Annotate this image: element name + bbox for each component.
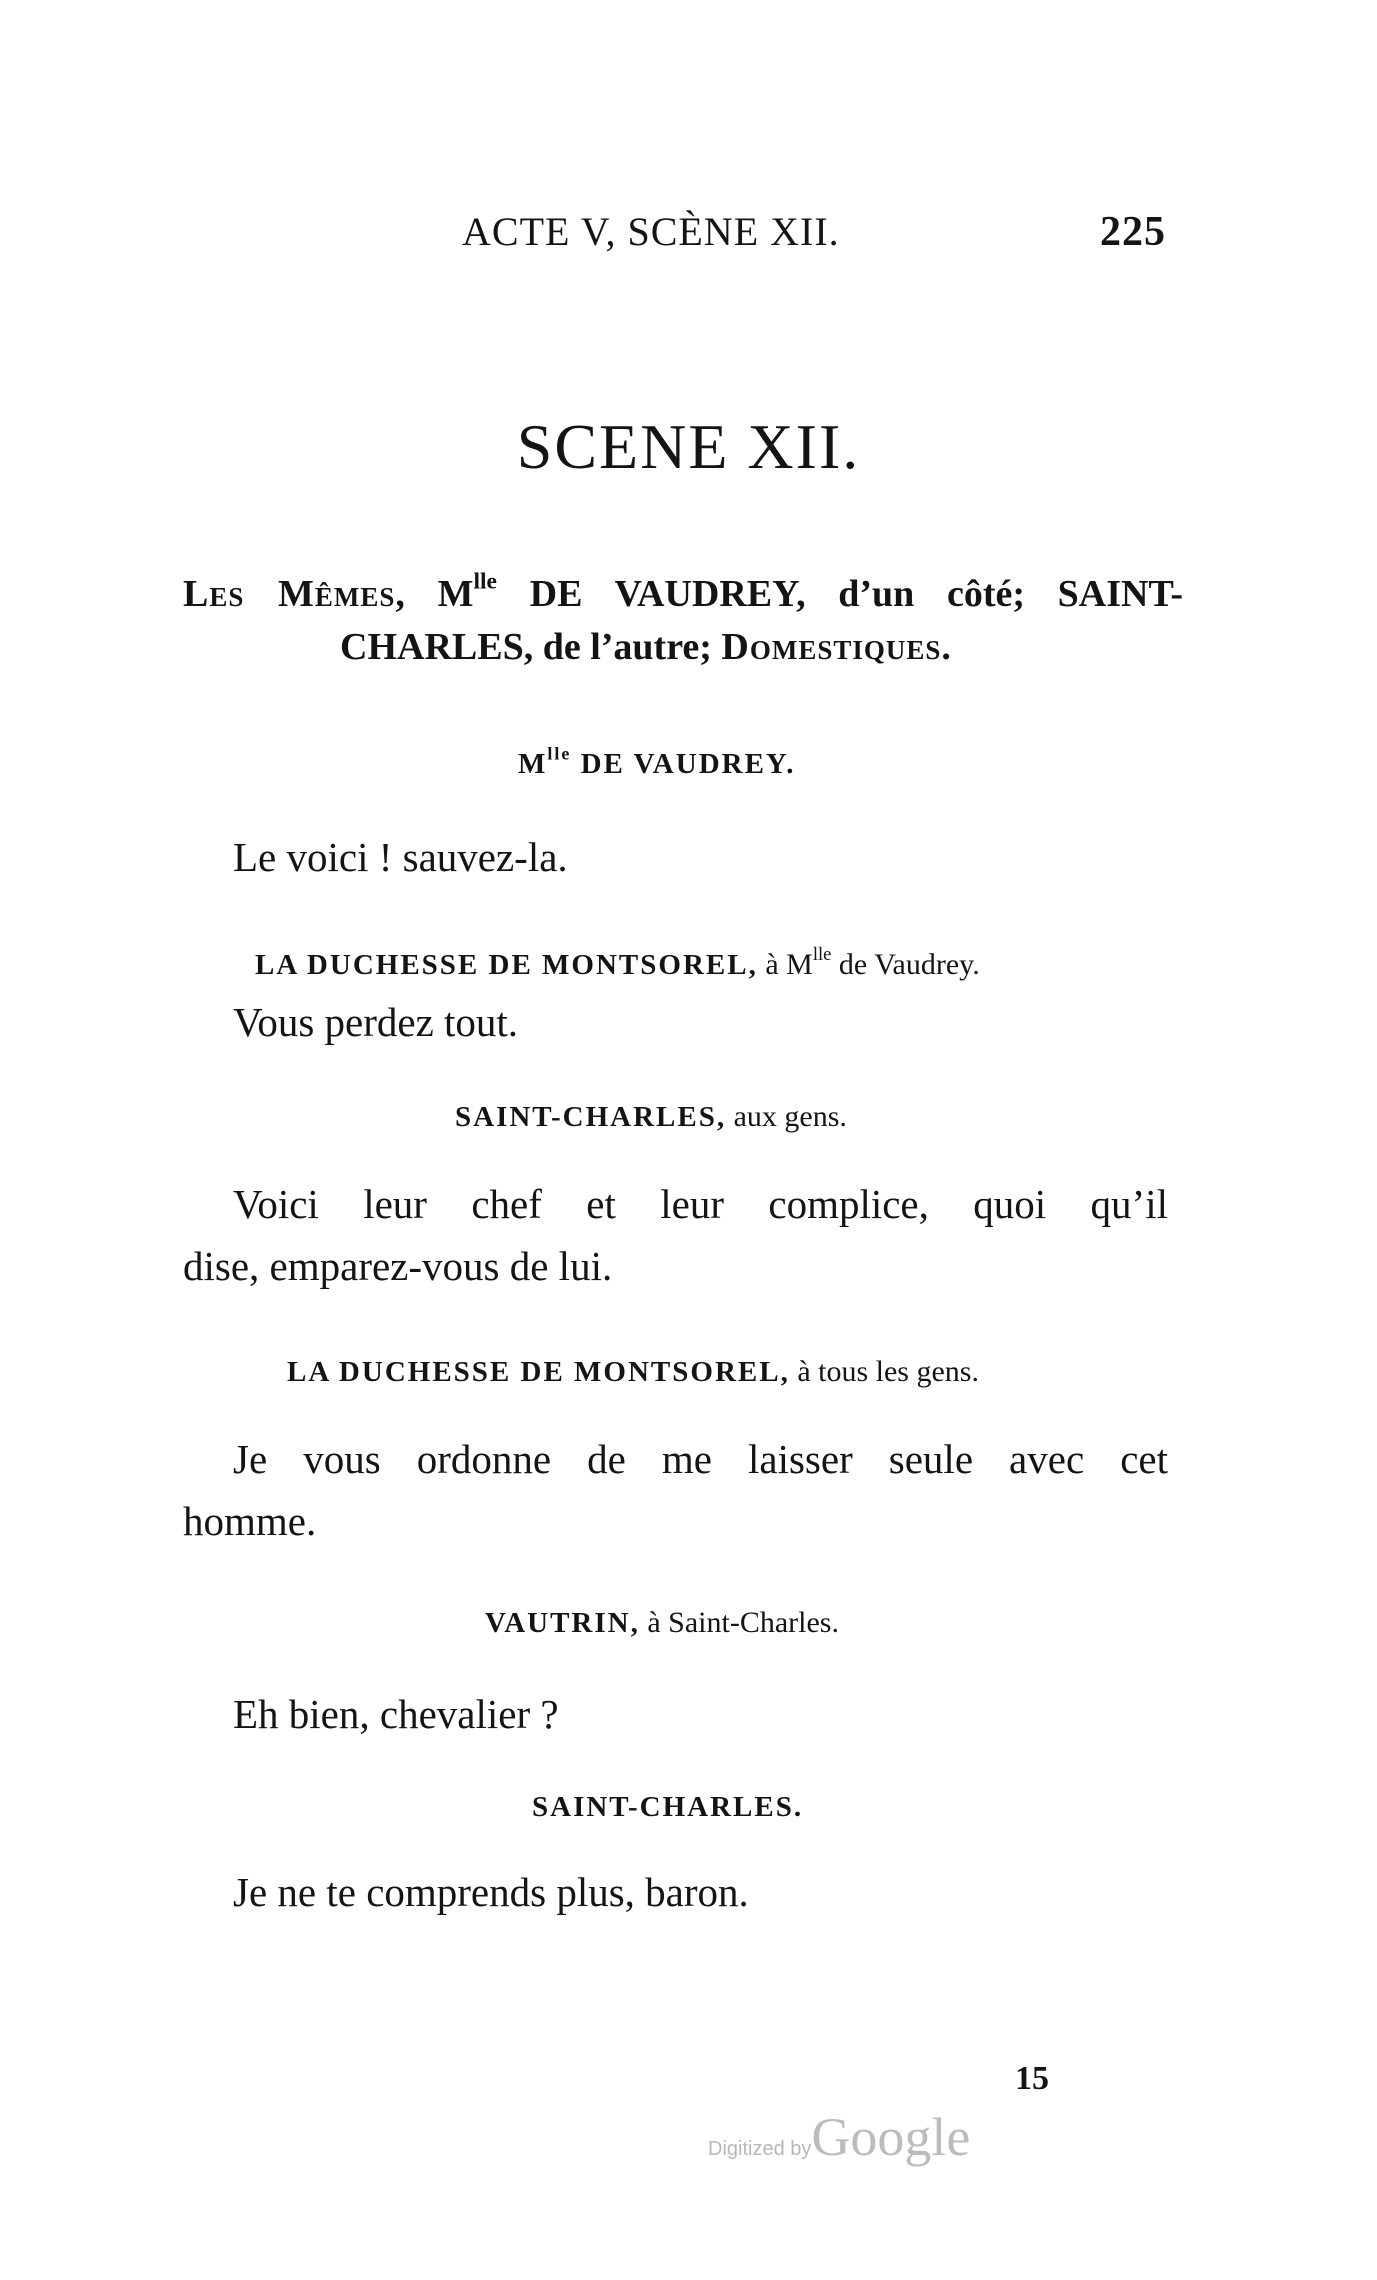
scene-title: SCENE XII. — [516, 411, 861, 482]
speaker-vaudrey: $M^{lle}$ DE VAUDREY. — [518, 743, 796, 780]
speaker-saint-charles: SAINT-CHARLES, aux gens. — [455, 1100, 847, 1133]
cast-domestiques: Domestiques — [721, 626, 942, 668]
cast-charles: CHARLES, de l’autre; — [340, 626, 722, 668]
cast-list-line-2 — [340, 625, 951, 669]
cast-period: . — [941, 626, 951, 668]
speech-line: homme. — [183, 1498, 317, 1544]
speaker-duchesse: LA DUCHESSE DE MONTSOREL, à tous les gens. — [287, 1355, 979, 1388]
google-logo: Google — [811, 2107, 971, 2167]
cast-mlle-sup: lle — [473, 568, 498, 595]
speaker-vautrin: VAUTRIN, à Saint-Charles. — [485, 1606, 839, 1639]
running-title: ACTE V, SCÈNE XII. — [462, 209, 840, 254]
page-number: 225 — [1100, 209, 1166, 255]
speech-line: Voici leur chef et leur complice, quoi qu’il — [233, 1181, 1168, 1227]
watermark-prefix: Digitized by — [708, 2138, 812, 2160]
signature-mark: 15 — [1015, 2060, 1049, 2097]
speech-line: Eh bien, chevalier ? — [233, 1691, 559, 1737]
speech-line: Vous perdez tout. — [233, 999, 519, 1045]
speech-line: Je vous ordonne de me laisser seule avec cet — [233, 1436, 1168, 1482]
cast-vaudrey: DE VAUDREY, d’un côté; SAINT- — [497, 573, 1183, 615]
digitization-watermark — [708, 2106, 970, 2168]
speech-line: Le voici ! sauvez-la. — [233, 834, 568, 880]
cast-list-line-1 — [183, 568, 1183, 616]
speech-line: Je ne te comprends plus, baron. — [233, 1869, 749, 1915]
speech-line: dise, emparez-vous de lui. — [183, 1243, 613, 1289]
cast-les-memes: Les Mêmes — [183, 573, 396, 615]
cast-mlle: , M — [395, 573, 474, 615]
speaker-saint-charles: SAINT-CHARLES. — [532, 1791, 804, 1823]
speaker-duchesse: LA DUCHESSE DE MONTSOREL, à $M^{lle}$ de Vaudrey. — [255, 944, 980, 981]
